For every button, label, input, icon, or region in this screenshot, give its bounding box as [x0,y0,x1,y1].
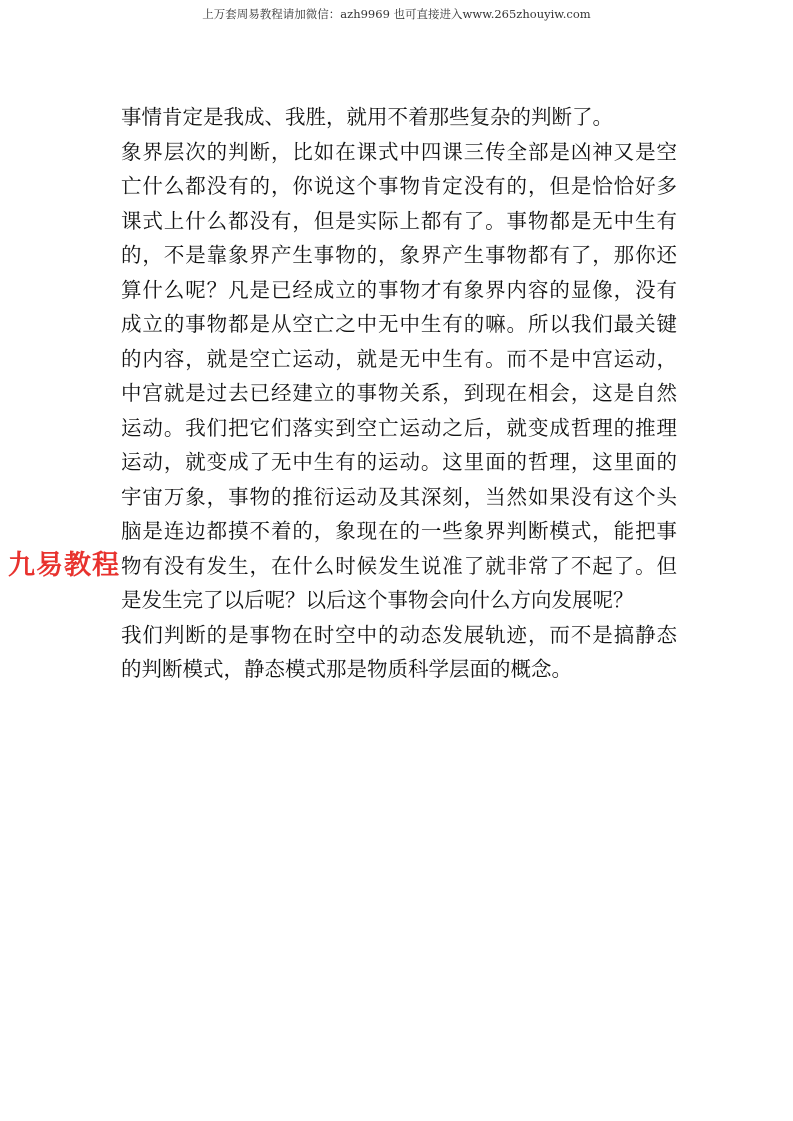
text-line: 的判断模式，静态模式那是物质科学层面的概念。 [121,657,572,681]
text-line: 我们判断的是事物在时空中的动态发展轨迹，而不是搞静态 [121,622,677,647]
text-line: 成立的事物都是从空亡之中无中生有的嘛。所以我们最关键 [121,312,677,336]
text-line: 的内容，就是空亡运动，就是无中生有。而不是中宫运动， [121,346,677,371]
text-line: 宇宙万象，事物的推衍运动及其深刻，当然如果没有这个头 [121,484,677,509]
text-line: 是发生完了以后呢？以后这个事物会向什么方向发展呢？ [121,588,634,612]
text-line: 脑是连边都摸不着的，象现在的一些象界判断模式，能把事 [121,519,677,543]
text-line: 算什么呢？凡是已经成立的事物才有象界内容的显像，没有 [121,277,677,302]
text-line: 运动，就变成了无中生有的运动。这里面的哲理，这里面的 [121,450,677,474]
text-line: 物有没有发生，在什么时候发生说准了就非常了不起了。但 [121,553,677,578]
text-line: 的，不是靠象界产生事物的，象界产生事物都有了，那你还 [121,243,677,267]
body-paragraph [121,100,677,687]
text-line: 中宫就是过去已经建立的事物关系，到现在相会，这是自然 [121,381,677,405]
text-line: 事情肯定是我成、我胜，就用不着那些复杂的判断了。 [121,105,613,129]
text-line: 象界层次的判断，比如在课式中四课三传全部是凶神又是空 [121,139,677,164]
watermark-logo: 九易教程 [8,550,120,581]
text-line: 亡什么都没有的，你说这个事物肯定没有的，但是恰恰好多 [121,174,677,198]
text-line: 运动。我们把它们落实到空亡运动之后，就变成哲理的推理 [121,415,677,440]
text-line: 课式上什么都没有，但是实际上都有了。事物都是无中生有 [121,208,677,233]
page-header: 上万套周易教程请加微信：azh9969 也可直接进入www.265zhouyiw.com [202,7,591,21]
